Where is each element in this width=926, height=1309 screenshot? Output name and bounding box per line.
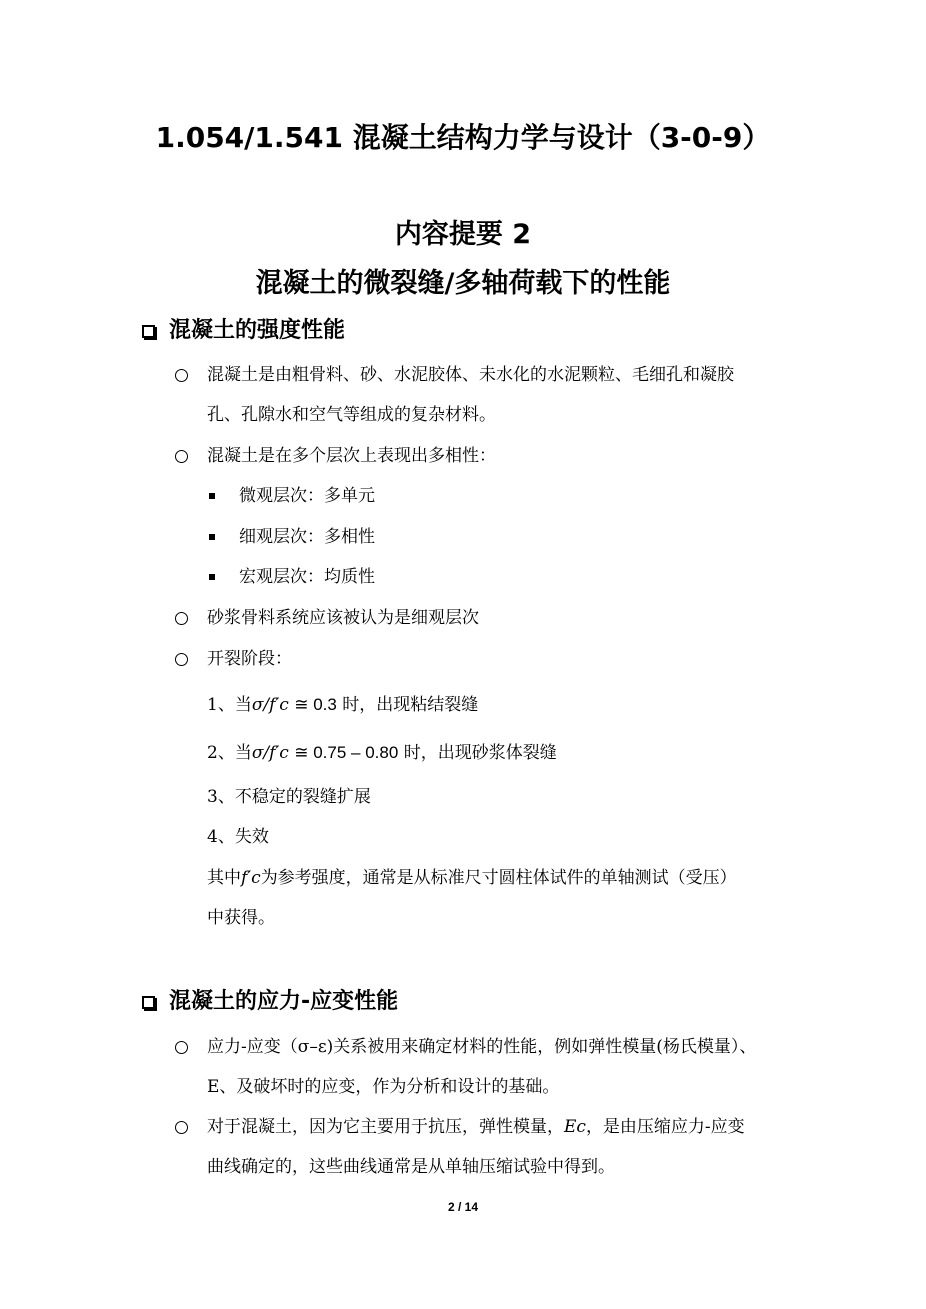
bullet-text: 对于混凝土，因为它主要用于抗压，弹性模量，Ec，是由压缩应力-应变 xyxy=(207,1117,745,1137)
bullet-text: 开裂阶段： xyxy=(207,649,292,669)
section-heading-strength xyxy=(142,316,345,346)
checkbox-bullet-icon xyxy=(142,996,155,1009)
stage-item: 3、不稳定的裂缝扩展 xyxy=(207,787,371,807)
summary-title: 内容提要 2 xyxy=(394,219,532,250)
course-title: 1.054/1.541 混凝土结构力学与设计（3-0-9） xyxy=(155,121,771,154)
stage-item: 1、当σ/f′c ≅ 0.3 时，出现粘结裂缝 xyxy=(207,695,479,715)
circle-bullet-icon xyxy=(175,612,188,625)
section-heading-text: 混凝土的应力-应变性能 xyxy=(169,989,399,1014)
note-text: 其中f′c为参考强度，通常是从标准尺寸圆柱体试件的单轴测试（受压） xyxy=(207,868,737,888)
checkbox-bullet-icon xyxy=(142,325,155,338)
bullet-text: 应力-应变（σ–ε)关系被用来确定材料的性能，例如弹性模量(杨氏模量）、 xyxy=(207,1037,757,1057)
formula: σ/f′c xyxy=(251,743,289,763)
bullet-text: 混凝土是由粗骨料、砂、水泥胶体、未水化的水泥颗粒、毛细孔和凝胶 xyxy=(207,365,734,385)
stage-item: 2、当σ/f′c ≅ 0.75 – 0.80 时，出现砂浆体裂缝 xyxy=(207,743,557,763)
formula: f′c xyxy=(241,868,261,888)
circle-bullet-icon xyxy=(175,1121,188,1134)
square-bullet-icon xyxy=(209,574,215,580)
bullet-text: 砂浆骨料系统应该被认为是细观层次 xyxy=(207,608,479,628)
bullet-text: 曲线确定的，这些曲线通常是从单轴压缩试验中得到。 xyxy=(207,1157,615,1177)
circle-bullet-icon xyxy=(175,369,188,382)
square-bullet-icon xyxy=(209,493,215,499)
level-item: 宏观层次：均质性 xyxy=(239,567,375,587)
formula: σ/f′c xyxy=(251,695,289,715)
note-text: 中获得。 xyxy=(207,908,275,928)
level-item: 细观层次：多相性 xyxy=(239,527,375,547)
bullet-text: 混凝土是在多个层次上表现出多相性： xyxy=(207,446,496,466)
level-item: 微观层次：多单元 xyxy=(239,486,375,506)
page-number: 2 / 14 xyxy=(447,1200,479,1214)
formula: Ec xyxy=(564,1117,586,1137)
bullet-text: 孔、孔隙水和空气等组成的复杂材料。 xyxy=(207,405,496,425)
section-heading-stress-strain xyxy=(142,987,398,1017)
circle-bullet-icon xyxy=(175,1041,188,1054)
section-heading-text: 混凝土的强度性能 xyxy=(169,318,346,343)
circle-bullet-icon xyxy=(175,653,188,666)
bullet-text: E、及破坏时的应变，作为分析和设计的基础。 xyxy=(207,1077,560,1097)
circle-bullet-icon xyxy=(175,450,188,463)
stage-item: 4、失效 xyxy=(207,827,269,847)
square-bullet-icon xyxy=(209,534,215,540)
summary-subtitle: 混凝土的微裂缝/多轴荷载下的性能 xyxy=(255,268,671,299)
